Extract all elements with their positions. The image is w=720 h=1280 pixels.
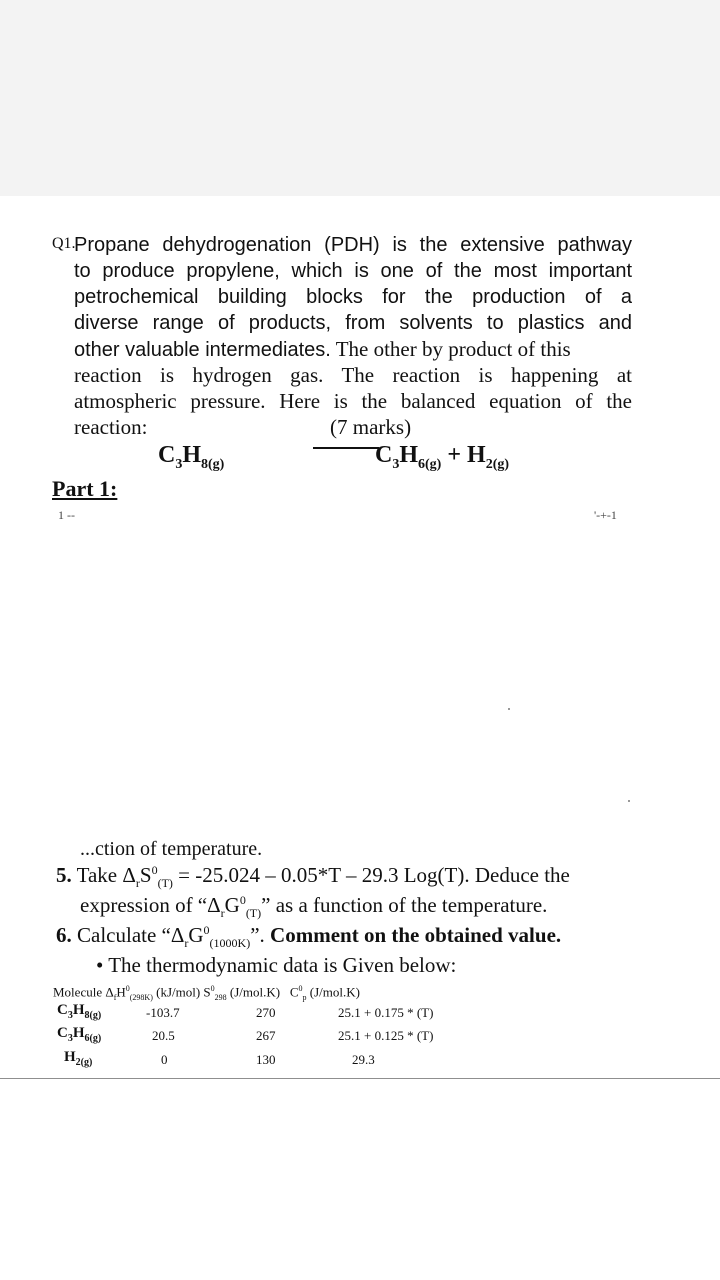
table-row-molecule: $C_3H_{8(g)}$ xyxy=(57,1002,102,1021)
question-last-line: reaction: xyxy=(74,415,148,439)
reaction-arrow-line xyxy=(313,447,379,449)
table-row-dh: 0 xyxy=(161,1052,168,1067)
speck xyxy=(508,708,510,710)
question-line-3: petrochemical building blocks for the production of a xyxy=(74,286,632,308)
cut-fragment-left: 1 -- xyxy=(58,508,75,522)
table-row-s: 267 xyxy=(256,1028,276,1043)
table-row-dh: 20.5 xyxy=(152,1028,175,1043)
table-row-molecule: $C_3H_{6(g)}$ xyxy=(57,1025,102,1044)
speck xyxy=(628,800,630,802)
part-heading: Part 1: xyxy=(52,476,118,501)
question-line-5 xyxy=(74,336,571,365)
marks-label: (7 marks) xyxy=(330,415,412,439)
bullet-icon: • xyxy=(96,953,104,977)
bullet-line: • The thermodynamic data is Given below: xyxy=(96,953,457,977)
equation-products: $C_3H_{6(g)} + H_{2(g)}$ xyxy=(375,442,510,472)
table-row-s: 130 xyxy=(256,1052,276,1067)
question-line-5-sans: other valuable intermediates. xyxy=(74,339,331,361)
table-row-s: 270 xyxy=(256,1005,276,1020)
table-row-cp: 29.3 xyxy=(352,1052,375,1067)
question-line-6: reaction is hydrogen gas. The reaction is happening at xyxy=(74,363,632,387)
table-row-molecule: $H_{2(g)}$ xyxy=(64,1049,93,1068)
question-line-7: atmospheric pressure. Here is the balanced equation of the xyxy=(74,389,632,413)
cut-line-temperature: ...ction of temperature. xyxy=(80,838,263,860)
question-line-4: diverse range of products, from solvents to plastics and xyxy=(74,312,632,334)
bottom-rule xyxy=(0,1078,720,1079)
question-line-2: to produce propylene, which is one of the most important xyxy=(74,260,632,282)
top-blank-band xyxy=(0,0,720,196)
item-6-line: 6. Calculate “$\Delta_rG^0_{(1000K)}$”. Comment on the obtained value. xyxy=(56,923,562,951)
question-label: Q1. xyxy=(52,235,76,252)
item-5-line-1: 5. Take $\Delta_rS^0_{(T)} = -25.024 - 0.05*T - 29.3$ Log(T). Deduce the xyxy=(56,863,570,891)
table-row-cp: 25.1 + 0.175 * (T) xyxy=(338,1005,434,1020)
equation-reactant: $C_3H_{8(g)}$ xyxy=(158,442,225,472)
item-5-line-2: expression of “$\Delta_rG^0_{(T)}$” as a function of the temperature. xyxy=(80,893,548,921)
table-row-dh: -103.7 xyxy=(146,1005,180,1020)
table-header: Molecule $\Delta_fH^0_{(298K)}$ (kJ/mol) $S^0_{298}$ (J/mol.K) $C^0_p$ (J/mol.K) xyxy=(53,984,360,1002)
question-line-5-serif: The other by product of this xyxy=(330,337,571,361)
table-row-cp: 25.1 + 0.125 * (T) xyxy=(338,1028,434,1043)
cut-fragment-right: '-+-1 xyxy=(594,508,617,522)
question-line-1: Propane dehydrogenation (PDH) is the extensive pathway xyxy=(74,234,632,256)
